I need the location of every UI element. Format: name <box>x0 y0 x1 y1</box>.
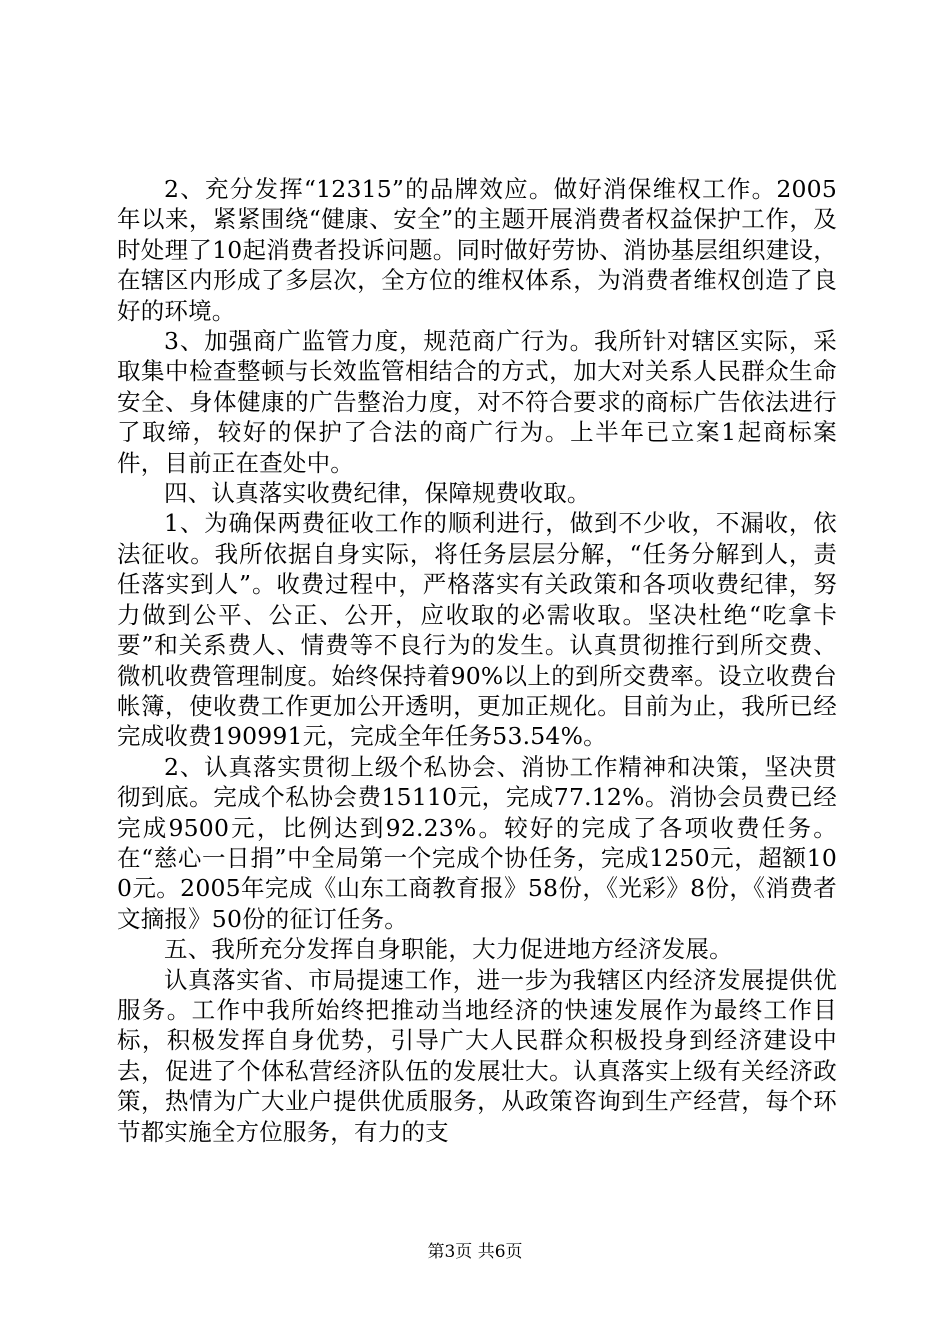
paragraph-advertising-supervision: 3、加强商广监管力度，规范商广行为。我所针对辖区实际，采取集中检查整顿与长效监管相结合的方式，加大对关系人民群众生命安全、身体健康的广告整治力度，对不符合要求的商标广告依法进行了取缔，较好的保护了合法的商广行为。上半年已立案1起商标案件，目前正在查处中。 <box>117 327 837 477</box>
document-body <box>117 174 837 1147</box>
page-indicator: 第3页 共6页 <box>427 1242 523 1262</box>
section-heading-economy: 五、我所充分发挥自身职能，大力促进地方经济发展。 <box>164 935 733 964</box>
paragraph-consumer-rights: 2、充分发挥“12315”的品牌效应。做好消保维权工作。2005年以来，紧紧围绕“健康、安全”的主题开展消费者权益保护工作，及时处理了10起消费者投诉问题。同时做好劳协、消协基层组织建设，在辖区内形成了多层次，全方位的维权体系，为消费者维权创造了良好的环境。 <box>117 175 837 325</box>
section-heading-fees: 四、认真落实收费纪律，保障规费收取。 <box>164 479 591 508</box>
paragraph-economic-development: 认真落实省、市局提速工作，进一步为我辖区内经济发展提供优服务。工作中我所始终把推动当地经济的快速发展作为最终工作目标，积极发挥自身优势，引导广大人民群众积极投身到经济建设中去，促进了个体私营经济队伍的发展壮大。认真落实上级有关经济政策，热情为广大业户提供优质服务，从政策咨询到生产经营，每个环节都实施全方位服务，有力的支 <box>117 965 837 1146</box>
paragraph-fee-collection: 1、为确保两费征收工作的顺利进行，做到不少收，不漏收，依法征收。我所依据自身实际，将任务层层分解，“任务分解到人，责任落实到人”。收费过程中，严格落实有关政策和各项收费纪律，努力做到公平、公正、公开，应收取的必需收取。坚决杜绝“吃拿卡要”和关系费人、情费等不良行为的发生。认真贯彻推行到所交费、微机收费管理制度。始终保持着90%以上的到所交费率。设立收费台帐簿，使收费工作更加公开透明，更加正规化。目前为止，我所已经完成收费190991元，完成全年任务53.54%。 <box>117 509 837 751</box>
paragraph-association-fees: 2、认真落实贯彻上级个私协会、消协工作精神和决策，坚决贯彻到底。完成个私协会费15110元，完成77.12%。消协会员费已经完成9500元，比例达到92.23%。较好的完成了各项收费任务。在“慈心一日捐”中全局第一个完成个协任务，完成1250元，超额100元。2005年完成《山东工商教育报》58份，《光彩》8份，《消费者文摘报》50份的征订任务。 <box>117 752 837 933</box>
